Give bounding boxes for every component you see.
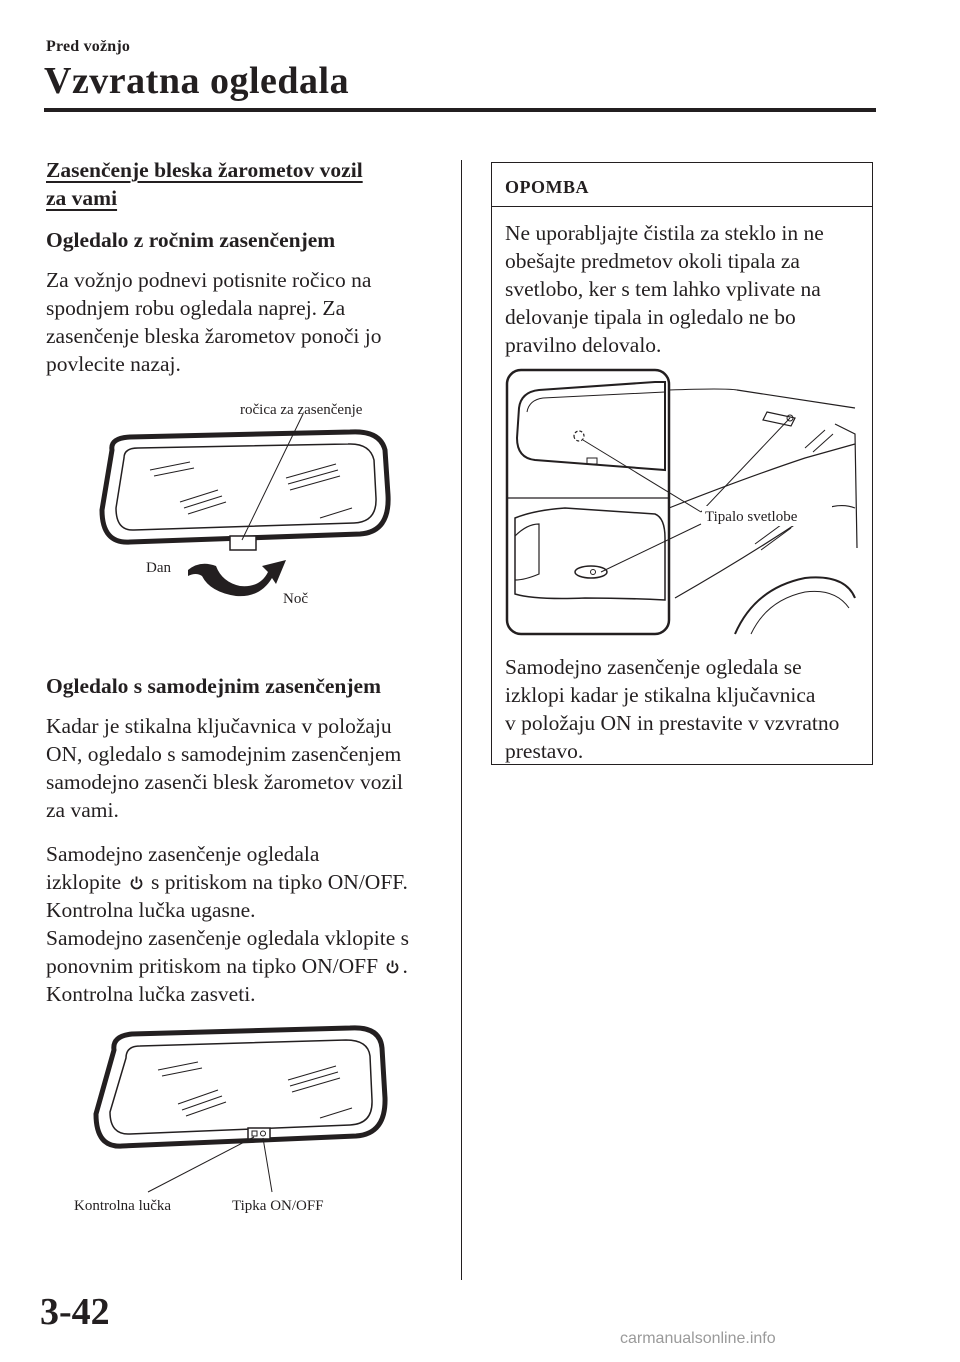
sensor-leader-line [701,418,790,512]
text-line: povlecite nazaj. [46,352,181,376]
day-label: Dan [146,560,171,576]
mirror-glass [110,1040,372,1134]
button-leader-line [263,1138,272,1192]
text-line: Kadar je stikalna ključavnica v položaju [46,714,392,738]
left-column [46,156,446,378]
watermark[interactable]: carmanualsonline.info [620,1330,776,1347]
inset-sensor-dot [591,570,596,575]
note-box [491,162,873,765]
indicator-label: Kontrolna lučka [74,1198,172,1214]
mirror-glass [116,444,376,530]
car-mirror-mount [763,412,795,426]
windshield-top-edge [737,390,855,408]
sensor-leader-line [583,440,701,512]
inset-frame [507,370,669,634]
text-line: Kontrolna lučka zasveti. [46,982,256,1006]
text-line: Ne uporabljajte čistila za steklo in ne [505,221,824,245]
tire-line [751,591,849,634]
text-line: zasenčenje bleska žarometov ponoči jo [46,324,382,348]
text-line: obešajte predmetov okoli tipala za [505,249,800,273]
text-line: ON, ogledalo s samodejnim zasenčenjem [46,742,402,766]
windshield-reflection-lines [755,430,833,550]
power-icon [130,876,143,890]
on-off-instructions [46,840,446,1008]
section-label: Pred vožnjo [46,38,131,55]
lever-label: ročica za zasenčenje [240,402,363,418]
glass-reflection-lines [150,462,352,518]
wheel-arch [735,577,855,634]
text-line: Kontrolna lučka ugasne. [46,898,256,922]
section-heading-line: Zasenčenje bleska žarometov vozil [46,158,363,182]
glass-reflection-lines [158,1062,352,1118]
left-column-lower [46,672,446,1008]
night-label: Noč [283,591,308,607]
text-line [46,952,446,980]
inset-mirror-edge [527,392,665,412]
section-heading-line: za vami [46,186,118,210]
text-fragment: ponovnim pritiskom na tipko ON/OFF [46,954,379,978]
text-line: delovanje tipala in ogledalo ne bo [505,305,796,329]
inset-mount-housing [515,508,665,600]
power-icon [386,960,399,974]
sensor-label: Tipalo svetlobe [705,509,798,525]
note-header: OPOMBA [492,163,872,207]
text-line: za vami. [46,798,119,822]
page-title: Vzvratna ogledala [44,60,350,102]
text-line: svetlobo, ker s tem lahko vplivate na [505,277,821,301]
text-line: Samodejno zasenčenje ogledala vklopite s [46,926,409,950]
text-line: samodejno zasenči blesk žarometov vozil [46,770,404,794]
manual-mirror-subheading: Ogledalo z ročnim zasenčenjem [46,228,336,252]
auto-mirror-figure [70,1020,410,1220]
windshield-roof-line [669,389,737,390]
text-line: Samodejno zasenčenje ogledala [46,842,320,866]
dashboard-line [669,444,855,508]
sensor-spot [574,431,584,441]
inset-mirror-switch [587,458,597,464]
on-off-switch [248,1128,270,1139]
text-line [46,868,446,896]
text-line: v položaju ON in prestavite v vzvratno [505,711,840,735]
pillar-line [835,424,857,548]
text-line: spodnjem robu ogledala naprej. Za [46,296,346,320]
manual-mirror-text [46,266,446,378]
auto-mirror-subheading: Ogledalo s samodejnim zasenčenjem [46,674,382,698]
day-night-arrow [188,560,286,596]
text-line: Samodejno zasenčenje ogledala se [505,655,802,679]
light-sensor-figure [505,368,860,638]
sensor-leader-line [601,524,701,572]
text-fragment: izklopite [46,870,122,894]
text-fragment: . [402,954,408,978]
section-heading [46,156,446,212]
text-line: pravilno delovalo. [505,333,662,357]
page-number: 3-42 [40,1291,110,1333]
title-rule [44,108,876,112]
button-label: Tipka ON/OFF [232,1198,324,1214]
text-fragment: s pritiskom na tipko ON/OFF. [150,870,408,894]
manual-mirror-figure [90,390,430,615]
inset-mount-side [515,524,539,580]
auto-mirror-text [46,712,446,824]
column-divider [461,160,462,1280]
note-text-bottom [505,653,865,765]
text-line: prestavo. [505,739,584,763]
note-text-top [505,219,865,359]
text-line: izklopi kadar je stikalna ključavnica [505,683,816,707]
text-line: Za vožnjo podnevi potisnite ročico na [46,268,372,292]
